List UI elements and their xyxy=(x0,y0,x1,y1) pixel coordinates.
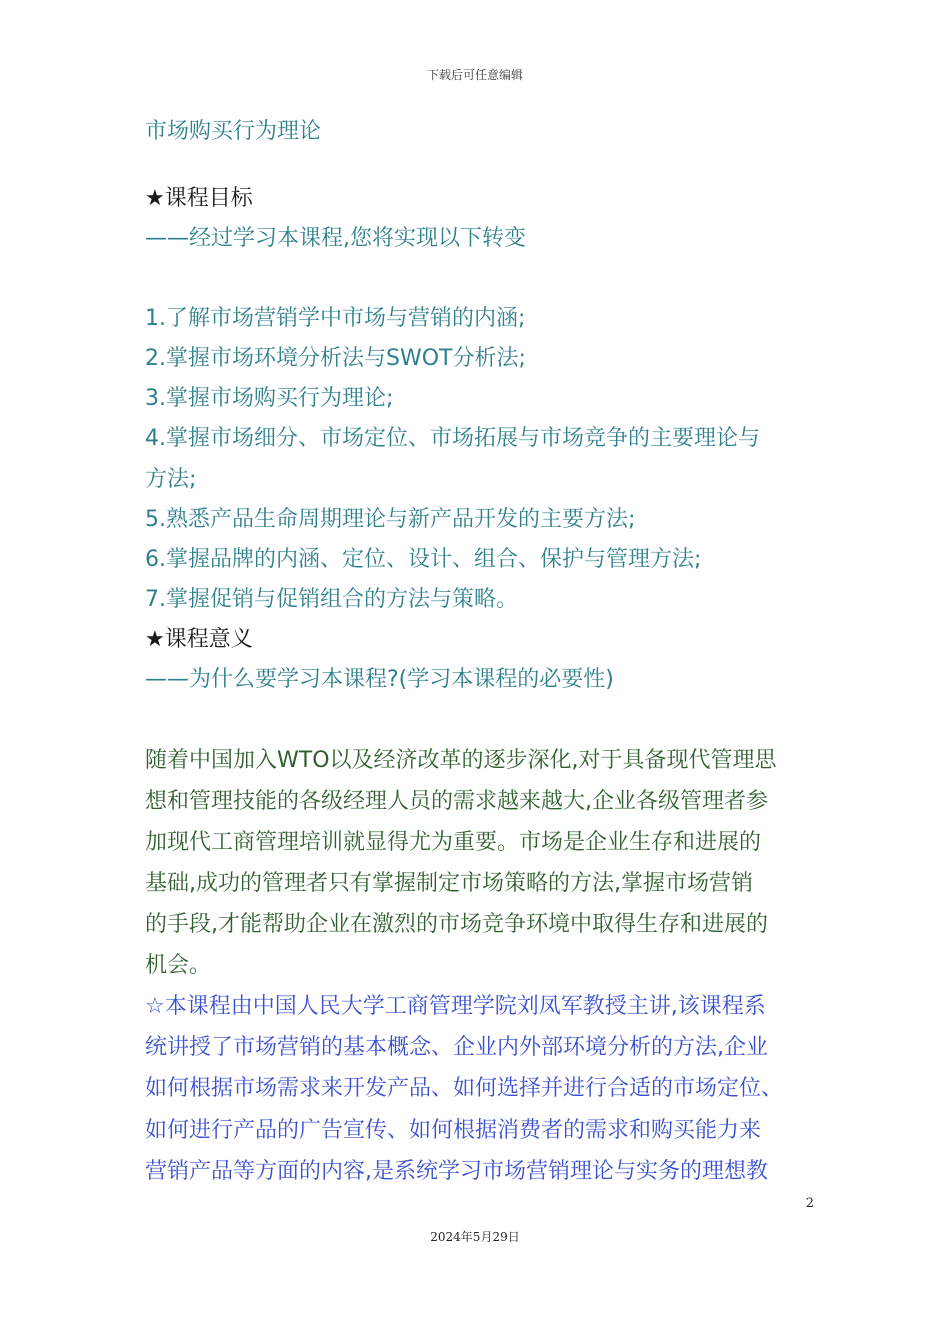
intro-paragraph-line: 统讲授了市场营销的基本概念、企业内外部环境分析的方法,企业 xyxy=(145,1035,768,1060)
goals-heading: ★课程目标 xyxy=(145,186,253,211)
footer-date: 2024年5月29日 xyxy=(430,1230,520,1244)
goal-item: 7.掌握促销与促销组合的方法与策略。 xyxy=(145,587,518,612)
goal-item: 5.熟悉产品生命周期理论与新产品开发的主要方法; xyxy=(145,507,636,532)
goal-item: 1.了解市场营销学中市场与营销的内涵; xyxy=(145,306,526,331)
intro-paragraph-line: 营销产品等方面的内容,是系统学习市场营销理论与实务的理想教 xyxy=(145,1159,768,1184)
goal-item: 4.掌握市场细分、市场定位、市场拓展与市场竞争的主要理论与 xyxy=(145,426,760,451)
document-title: 市场购买行为理论 xyxy=(145,119,322,144)
significance-paragraph-line: 机会。 xyxy=(145,953,212,978)
goals-subtitle: ——经过学习本课程,您将实现以下转变 xyxy=(145,226,526,251)
goal-item-continued: 方法; xyxy=(145,467,197,492)
intro-paragraph-line: 如何根据市场需求来开发产品、如何选择并进行合适的市场定位、 xyxy=(145,1076,784,1101)
intro-paragraph-line: 如何进行产品的广告宣传、如何根据消费者的需求和购买能力来 xyxy=(145,1118,762,1143)
significance-paragraph-line: 的手段,才能帮助企业在激烈的市场竞争环境中取得生存和进展的 xyxy=(145,912,768,937)
goal-item: 6.掌握品牌的内涵、定位、设计、组合、保护与管理方法; xyxy=(145,547,702,572)
significance-paragraph-line: 基础,成功的管理者只有掌握制定市场策略的方法,掌握市场营销 xyxy=(145,871,753,896)
significance-paragraph-line: 随着中国加入WTO以及经济改革的逐步深化,对于具备现代管理思 xyxy=(145,748,777,773)
goal-item: 2.掌握市场环境分析法与SWOT分析法; xyxy=(145,346,526,371)
significance-paragraph-line: 加现代工商管理培训就显得尤为重要。市场是企业生存和进展的 xyxy=(145,830,762,855)
significance-paragraph-line: 想和管理技能的各级经理人员的需求越来越大,企业各级管理者参 xyxy=(145,789,768,814)
header-note: 下载后可任意编辑 xyxy=(426,68,523,82)
significance-heading: ★课程意义 xyxy=(145,627,253,652)
goal-item: 3.掌握市场购买行为理论; xyxy=(145,386,394,411)
page-number: 2 xyxy=(805,1196,814,1211)
intro-paragraph-line: ☆本课程由中国人民大学工商管理学院刘凤军教授主讲,该课程系 xyxy=(145,994,766,1019)
significance-subtitle: ——为什么要学习本课程?(学习本课程的必要性) xyxy=(145,667,614,692)
